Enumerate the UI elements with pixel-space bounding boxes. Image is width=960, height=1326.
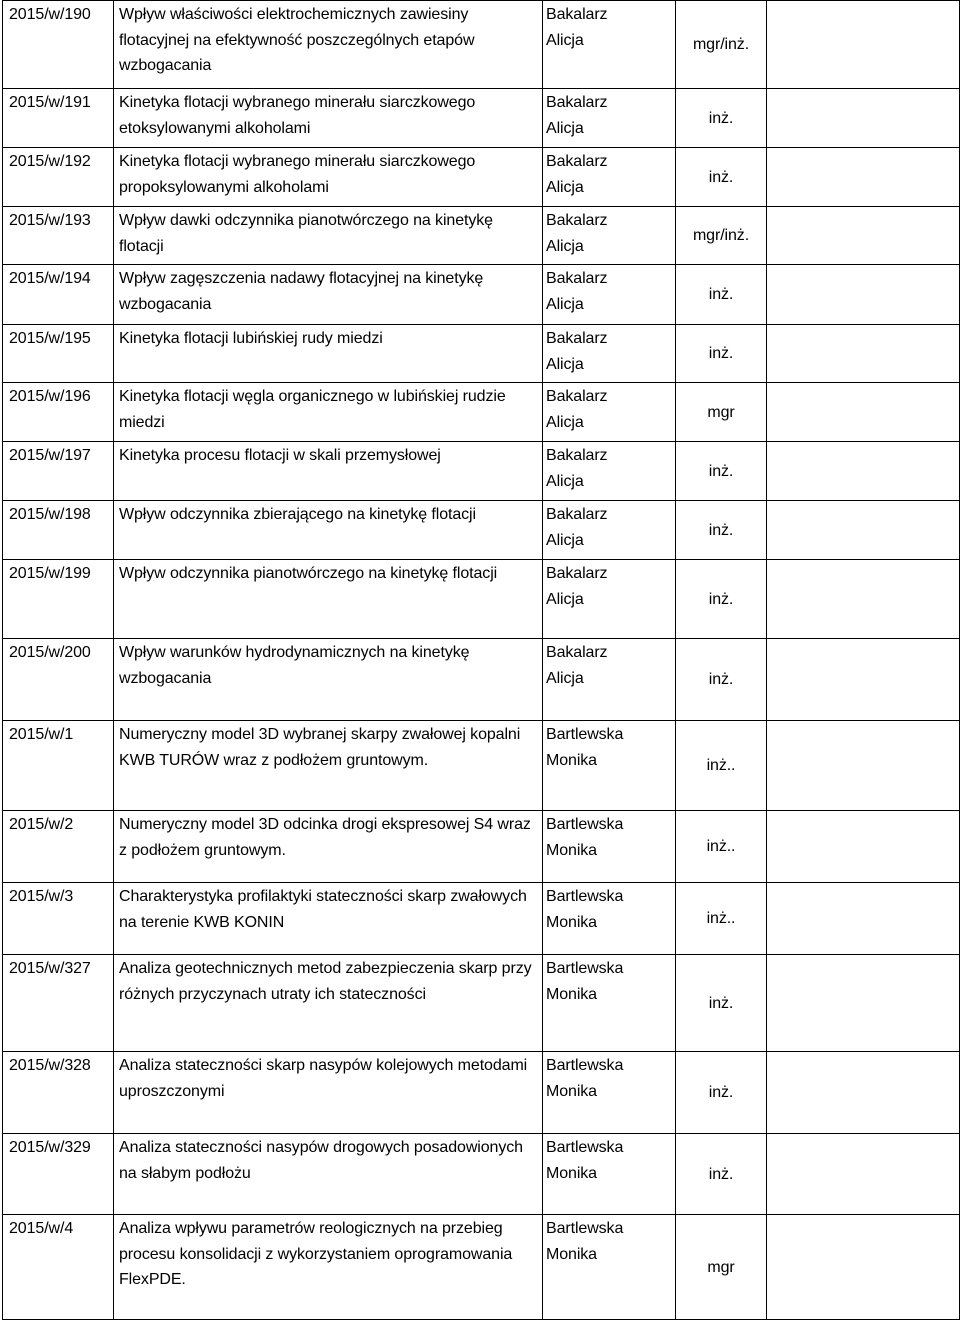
table-row [3, 148, 960, 207]
table-row [3, 560, 960, 639]
topic-title-cell: Analiza geotechnicznych metod zabezpieczenia skarp przy różnych przyczynach utraty ich stateczności [114, 955, 543, 1052]
degree-cell: inż.. [676, 721, 767, 811]
table-row [3, 639, 960, 721]
degree-cell: inż. [676, 1134, 767, 1215]
empty-cell [767, 955, 960, 1052]
empty-cell [767, 207, 960, 265]
supervisor-surname: Bakalarz [546, 6, 608, 23]
topic-title-cell: Analiza stateczności skarp nasypów kolejowych metodami uproszczonymi [114, 1052, 543, 1134]
table-row [3, 1134, 960, 1215]
supervisor-cell [543, 442, 676, 501]
empty-cell [767, 89, 960, 148]
topic-title-cell: Wpływ właściwości elektrochemicznych zawiesiny flotacyjnej na efektywność poszczególnych etapów wzbogacania [114, 1, 543, 89]
supervisor-firstname: Monika [546, 1082, 597, 1100]
supervisor-cell [543, 1134, 676, 1215]
supervisor-surname: Bartlewska [546, 888, 624, 905]
supervisor-cell [543, 1215, 676, 1320]
topic-id-cell: 2015/w/200 [3, 639, 114, 721]
topic-id-cell: 2015/w/198 [3, 501, 114, 560]
supervisor-firstname: Monika [546, 841, 597, 859]
table-row [3, 207, 960, 265]
degree-cell: inż. [676, 501, 767, 560]
empty-cell [767, 1052, 960, 1134]
supervisor-firstname: Monika [546, 751, 597, 769]
empty-cell [767, 560, 960, 639]
table-row [3, 955, 960, 1052]
degree-cell: inż. [676, 560, 767, 639]
topic-id-cell: 2015/w/191 [3, 89, 114, 148]
empty-cell [767, 383, 960, 442]
supervisor-cell [543, 955, 676, 1052]
supervisor-cell [543, 811, 676, 883]
supervisor-surname: Bakalarz [546, 388, 608, 405]
thesis-topics-table [2, 0, 960, 1320]
topic-id-cell: 2015/w/1 [3, 721, 114, 811]
topic-title-cell: Wpływ odczynnika zbierającego na kinetykę flotacji [114, 501, 543, 560]
supervisor-surname: Bartlewska [546, 726, 624, 743]
topic-id-cell: 2015/w/192 [3, 148, 114, 207]
table-row [3, 1052, 960, 1134]
topic-id-cell: 2015/w/194 [3, 265, 114, 325]
table-row [3, 325, 960, 383]
topic-id-cell: 2015/w/199 [3, 560, 114, 639]
supervisor-surname: Bakalarz [546, 212, 608, 229]
supervisor-cell [543, 1052, 676, 1134]
topic-title-cell: Numeryczny model 3D odcinka drogi ekspresowej S4 wraz z podłożem gruntowym. [114, 811, 543, 883]
topic-id-cell: 2015/w/195 [3, 325, 114, 383]
topic-title-cell: Wpływ warunków hydrodynamicznych na kinetykę wzbogacania [114, 639, 543, 721]
empty-cell [767, 501, 960, 560]
empty-cell [767, 721, 960, 811]
supervisor-firstname: Alicja [546, 178, 584, 196]
degree-cell: mgr/inż. [676, 1, 767, 89]
degree-cell: inż. [676, 89, 767, 148]
degree-cell: inż. [676, 955, 767, 1052]
supervisor-surname: Bakalarz [546, 330, 608, 347]
table-row [3, 501, 960, 560]
supervisor-cell [543, 1, 676, 89]
supervisor-firstname: Monika [546, 1245, 597, 1263]
supervisor-cell [543, 560, 676, 639]
empty-cell [767, 265, 960, 325]
supervisor-firstname: Alicja [546, 413, 584, 431]
degree-cell: inż. [676, 442, 767, 501]
empty-cell [767, 1215, 960, 1320]
topic-title-cell: Kinetyka flotacji wybranego minerału siarczkowego propoksylowanymi alkoholami [114, 148, 543, 207]
supervisor-surname: Bakalarz [546, 153, 608, 170]
table-row [3, 265, 960, 325]
supervisor-cell [543, 501, 676, 560]
table-row [3, 1, 960, 89]
topic-title-cell: Numeryczny model 3D wybranej skarpy zwałowej kopalni KWB TURÓW wraz z podłożem gruntowym. [114, 721, 543, 811]
degree-cell: mgr [676, 1215, 767, 1320]
topic-id-cell: 2015/w/193 [3, 207, 114, 265]
table-row [3, 1215, 960, 1320]
supervisor-cell [543, 325, 676, 383]
supervisor-firstname: Alicja [546, 355, 584, 373]
topic-title-cell: Kinetyka flotacji wybranego minerału siarczkowego etoksylowanymi alkoholami [114, 89, 543, 148]
table-row [3, 883, 960, 955]
topic-title-cell: Kinetyka flotacji lubińskiej rudy miedzi [114, 325, 543, 383]
degree-cell: mgr [676, 383, 767, 442]
supervisor-firstname: Alicja [546, 237, 584, 255]
supervisor-firstname: Monika [546, 913, 597, 931]
topic-title-cell: Wpływ zagęszczenia nadawy flotacyjnej na kinetykę wzbogacania [114, 265, 543, 325]
degree-cell: inż. [676, 148, 767, 207]
topic-id-cell: 2015/w/190 [3, 1, 114, 89]
degree-cell: inż.. [676, 883, 767, 955]
topic-title-cell: Wpływ odczynnika pianotwórczego na kinetykę flotacji [114, 560, 543, 639]
table-row [3, 442, 960, 501]
supervisor-cell [543, 883, 676, 955]
topic-title-cell: Charakterystyka profilaktyki stateczności skarp zwałowych na terenie KWB KONIN [114, 883, 543, 955]
empty-cell [767, 639, 960, 721]
supervisor-surname: Bakalarz [546, 506, 608, 523]
empty-cell [767, 883, 960, 955]
topic-id-cell: 2015/w/327 [3, 955, 114, 1052]
topic-id-cell: 2015/w/4 [3, 1215, 114, 1320]
supervisor-firstname: Alicja [546, 590, 584, 608]
supervisor-surname: Bartlewska [546, 1139, 624, 1156]
empty-cell [767, 1, 960, 89]
thesis-table-body [3, 1, 960, 1320]
topic-id-cell: 2015/w/328 [3, 1052, 114, 1134]
supervisor-firstname: Alicja [546, 669, 584, 687]
degree-cell: inż. [676, 1052, 767, 1134]
topic-title-cell: Wpływ dawki odczynnika pianotwórczego na kinetykę flotacji [114, 207, 543, 265]
supervisor-firstname: Alicja [546, 31, 584, 49]
topic-id-cell: 2015/w/3 [3, 883, 114, 955]
degree-cell: inż.. [676, 811, 767, 883]
supervisor-cell [543, 265, 676, 325]
supervisor-surname: Bakalarz [546, 270, 608, 287]
supervisor-cell [543, 721, 676, 811]
table-row [3, 721, 960, 811]
table-row [3, 89, 960, 148]
table-row [3, 811, 960, 883]
supervisor-cell [543, 207, 676, 265]
supervisor-firstname: Alicja [546, 295, 584, 313]
empty-cell [767, 148, 960, 207]
table-row [3, 383, 960, 442]
supervisor-surname: Bakalarz [546, 447, 608, 464]
supervisor-firstname: Alicja [546, 531, 584, 549]
topic-title-cell: Kinetyka procesu flotacji w skali przemysłowej [114, 442, 543, 501]
supervisor-firstname: Monika [546, 1164, 597, 1182]
degree-cell: mgr/inż. [676, 207, 767, 265]
supervisor-firstname: Alicja [546, 119, 584, 137]
supervisor-firstname: Alicja [546, 472, 584, 490]
empty-cell [767, 325, 960, 383]
empty-cell [767, 442, 960, 501]
supervisor-cell [543, 639, 676, 721]
topic-title-cell: Analiza stateczności nasypów drogowych posadowionych na słabym podłożu [114, 1134, 543, 1215]
empty-cell [767, 811, 960, 883]
degree-cell: inż. [676, 639, 767, 721]
supervisor-surname: Bartlewska [546, 960, 624, 977]
topic-title-cell: Kinetyka flotacji węgla organicznego w lubińskiej rudzie miedzi [114, 383, 543, 442]
supervisor-cell [543, 148, 676, 207]
degree-cell: inż. [676, 265, 767, 325]
topic-id-cell: 2015/w/197 [3, 442, 114, 501]
topic-id-cell: 2015/w/2 [3, 811, 114, 883]
supervisor-surname: Bakalarz [546, 94, 608, 111]
supervisor-cell [543, 89, 676, 148]
supervisor-surname: Bartlewska [546, 1220, 624, 1237]
topic-title-cell: Analiza wpływu parametrów reologicznych na przebieg procesu konsolidacji z wykorzystaniem oprogramowania FlexPDE. [114, 1215, 543, 1320]
supervisor-surname: Bartlewska [546, 816, 624, 833]
supervisor-cell [543, 383, 676, 442]
topic-id-cell: 2015/w/196 [3, 383, 114, 442]
supervisor-surname: Bakalarz [546, 644, 608, 661]
empty-cell [767, 1134, 960, 1215]
supervisor-surname: Bartlewska [546, 1057, 624, 1074]
supervisor-firstname: Monika [546, 985, 597, 1003]
topic-id-cell: 2015/w/329 [3, 1134, 114, 1215]
supervisor-surname: Bakalarz [546, 565, 608, 582]
degree-cell: inż. [676, 325, 767, 383]
